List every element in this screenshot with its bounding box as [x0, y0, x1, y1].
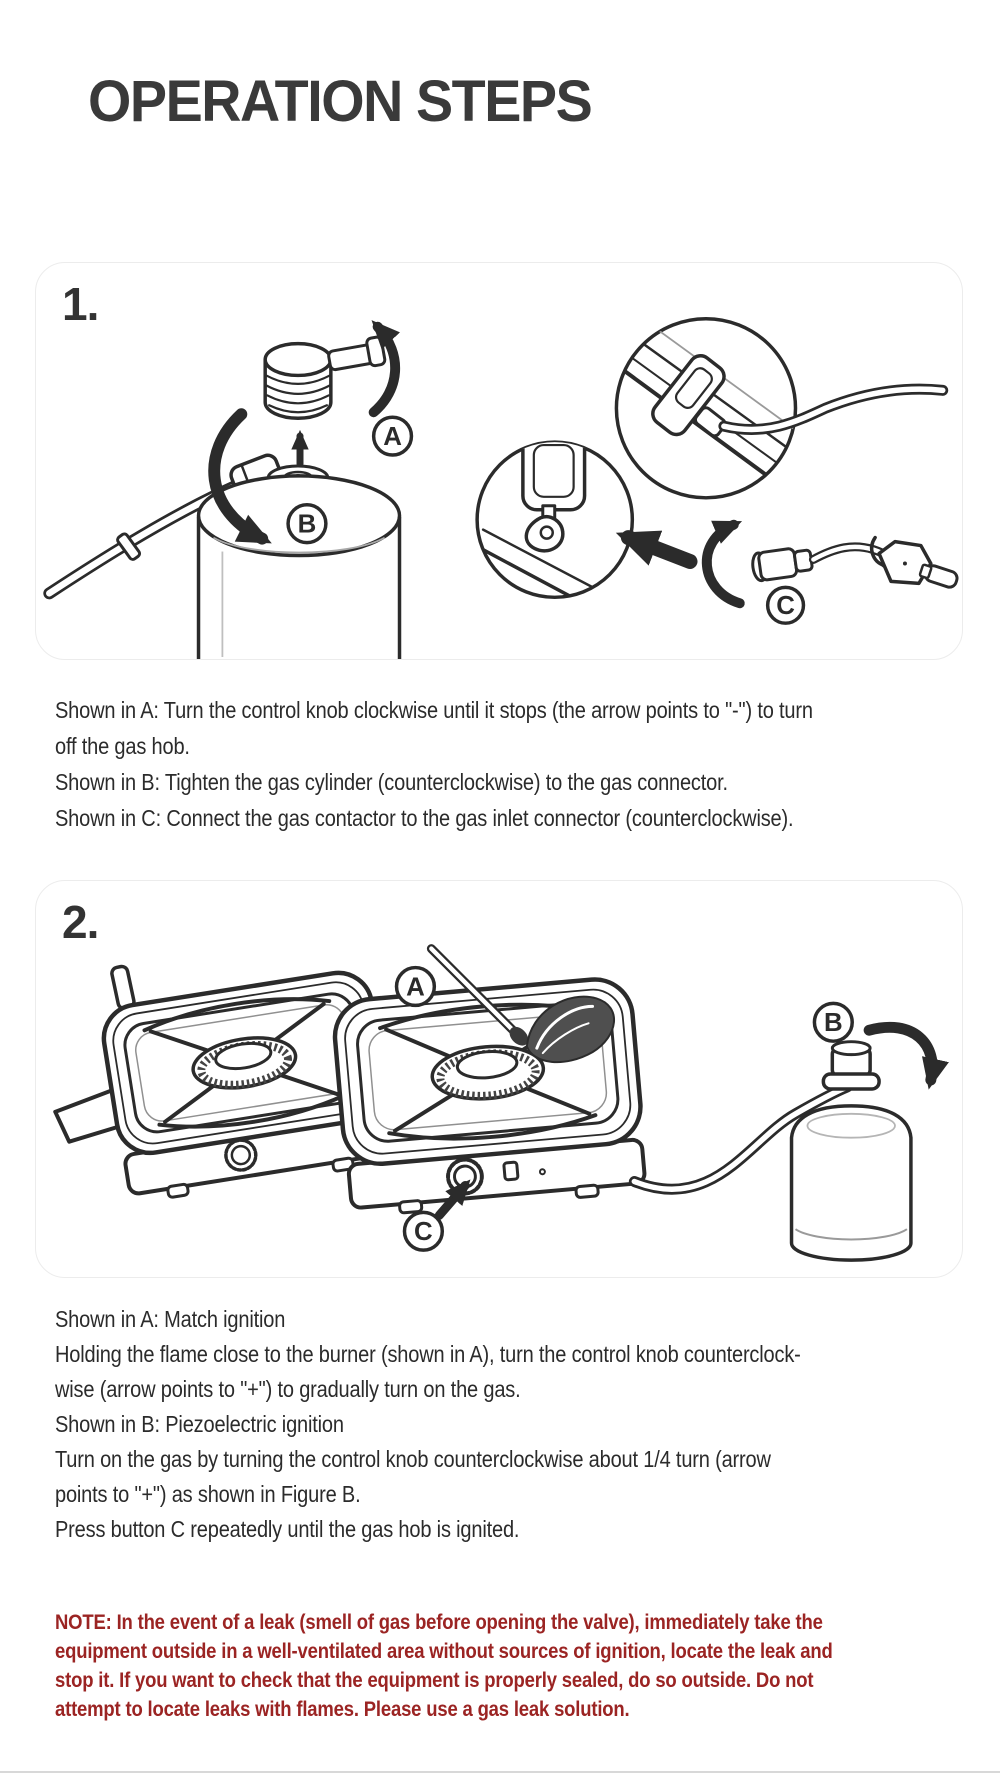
instruction-line: Holding the flame close to the burner (shown in A), turn the control knob counterclock- — [55, 1341, 801, 1367]
instruction-line: Shown in A: Turn the control knob clockwise until it stops (the arrow points to "-") to turn — [55, 697, 813, 723]
circled-c-marker — [768, 587, 804, 623]
gas-contactor-illustration — [751, 538, 959, 589]
page-title: OPERATION STEPS — [88, 69, 592, 134]
step2-instructions — [55, 1302, 955, 1547]
step1-panel — [35, 262, 963, 660]
note-line: NOTE: In the event of a leak (smell of gas before opening the valve), immediately take the — [55, 1611, 823, 1634]
note-line: stop it. If you want to check that the equipment is properly sealed, do so outside. Do not — [55, 1669, 814, 1692]
gas-connector-illustration — [265, 336, 385, 418]
valve-zoom-circle — [477, 434, 632, 609]
leak-warning-note — [55, 1608, 955, 1724]
circled-c-marker — [404, 1212, 442, 1250]
step2-panel — [35, 880, 963, 1278]
instruction-line: Shown in C: Connect the gas contactor to the gas inlet connector (counterclockwise). — [55, 805, 794, 831]
svg-text:B: B — [823, 1009, 843, 1038]
bottom-divider — [0, 1771, 1000, 1773]
rotation-arrow-c-icon — [707, 525, 740, 604]
instruction-line: Press button C repeatedly until the gas hob is ignited. — [55, 1516, 520, 1542]
instruction-line: Turn on the gas by turning the control knob counterclockwise about 1/4 turn (arrow — [55, 1446, 771, 1472]
circled-a-marker — [397, 968, 435, 1006]
circled-a-marker — [374, 417, 412, 455]
instruction-line: off the gas hob. — [55, 733, 190, 759]
svg-text:C: C — [414, 1218, 433, 1247]
step1-instructions — [55, 692, 955, 836]
note-line: equipment outside in a well-ventilated area without sources of ignition, locate the leak and — [55, 1640, 833, 1663]
step1-number: 1. — [62, 278, 99, 330]
connect-arrow-icon — [628, 538, 690, 562]
step2-illustration — [36, 881, 964, 1277]
rotation-arrow-b-icon — [869, 1027, 932, 1080]
instruction-line: Shown in B: Piezoelectric ignition — [55, 1411, 344, 1437]
instruction-line: points to "+") as shown in Figure B. — [55, 1481, 361, 1507]
circled-b-marker — [288, 505, 326, 543]
instruction-line: Shown in B: Tighten the gas cylinder (counterclockwise) to the gas connector. — [55, 769, 728, 795]
stove-connector-zoom-circle — [616, 313, 942, 498]
svg-text:B: B — [297, 510, 317, 539]
svg-text:A: A — [406, 973, 425, 1002]
instruction-line: wise (arrow points to "+") to gradually turn on the gas. — [55, 1376, 521, 1402]
svg-text:C: C — [776, 592, 795, 621]
svg-text:A: A — [383, 423, 402, 452]
note-line: attempt to locate leaks with flames. Please use a gas leak solution. — [55, 1698, 630, 1721]
ignition-button-illustration — [504, 1162, 518, 1180]
step2-number: 2. — [62, 896, 99, 948]
latch-tab-illustration — [111, 965, 135, 1009]
circled-b-marker — [814, 1003, 852, 1041]
instruction-line: Shown in A: Match ignition — [55, 1306, 286, 1332]
step1-illustration — [36, 263, 964, 659]
gas-cartridge-illustration — [792, 1042, 911, 1260]
